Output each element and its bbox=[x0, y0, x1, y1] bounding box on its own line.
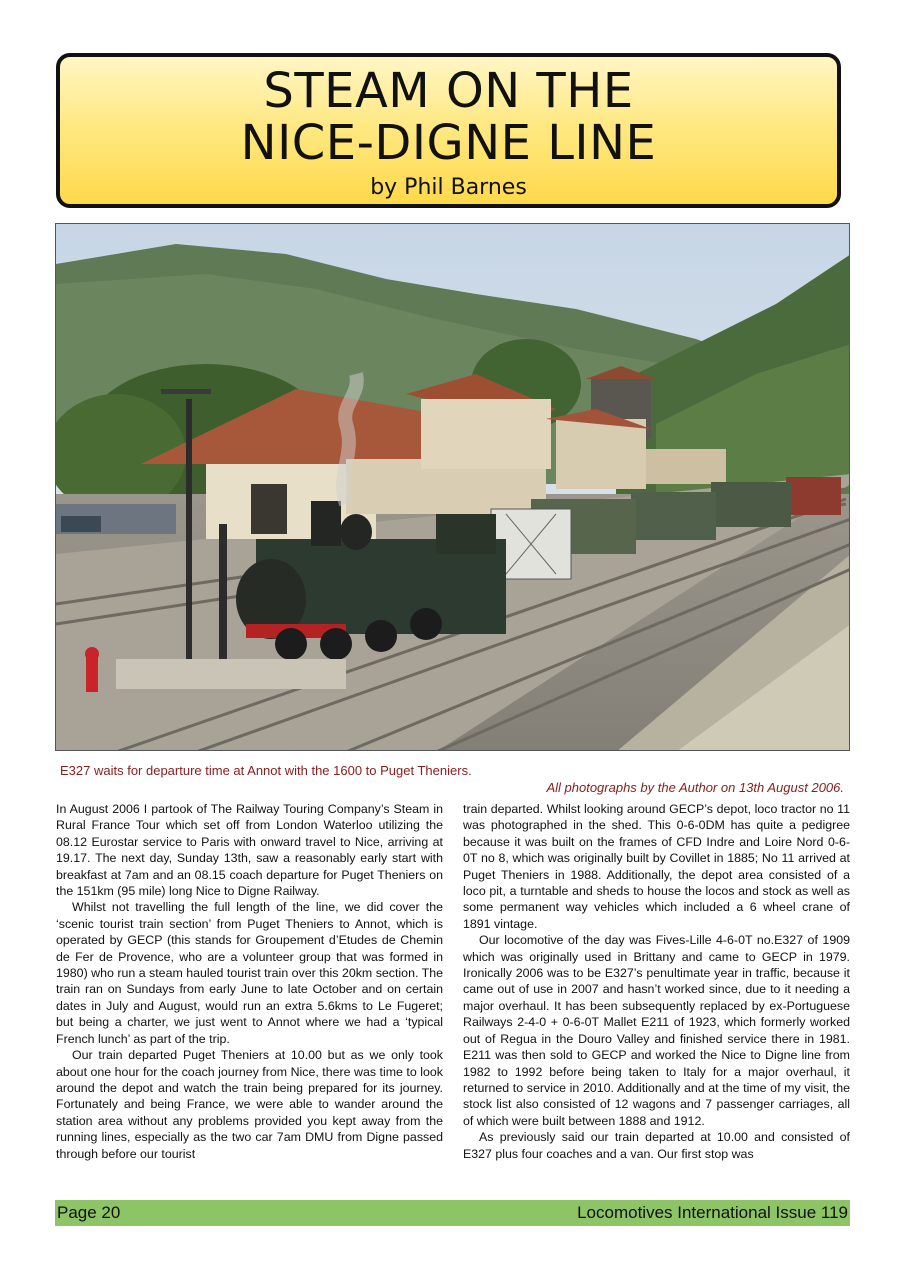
page-number: Page 20 bbox=[57, 1203, 121, 1222]
article-byline: by Phil Barnes bbox=[370, 175, 527, 200]
article-title-line-1: STEAM ON THE bbox=[263, 63, 634, 119]
article-paragraph: Our train departed Puget Theniers at 10.00 but as we only took about one hour for the coach journey from Nice, there was time to look around the depot and watch the train being prepared for its journey. Fortunately and being France, we were able to wander around the station area without any problems provided you kept away from the running lines, especially as the two car 7am DMU from Digne passed through before our tourist bbox=[56, 1048, 443, 1161]
photo-caption: E327 waits for departure time at Annot with the 1600 to Puget Theniers. bbox=[60, 763, 472, 778]
article-column-right bbox=[463, 801, 850, 1162]
article-paragraph: As previously said our train departed at 10.00 and consisted of E327 plus four coaches and a van. Our first stop was bbox=[463, 1130, 850, 1161]
title-banner bbox=[56, 53, 841, 208]
page-footer bbox=[55, 1200, 850, 1226]
article-paragraph: train departed. Whilst looking around GECP’s depot, loco tractor no 11 was photographed in the shed. This 0-6-0DM has quite a pedigree because it was built on the frames of CFD Indre and Loire Nord 0-6-0T no 8, which was originally built by Covillet in 1885; No 11 arrived at Puget Theniers in 1988. Additionally, the depot area consisted of a loco pit, a turntable and sheds to house the locos and stock as well as some permanent way vehicles which included a 6 wheel crane of 1891 vintage. bbox=[463, 802, 850, 931]
photo-credit: All photographs by the Author on 13th August 2006. bbox=[546, 780, 844, 795]
magazine-issue: Locomotives International Issue 119 bbox=[577, 1203, 848, 1222]
article-photo bbox=[55, 223, 850, 751]
article-title-line-2: NICE-DIGNE LINE bbox=[240, 115, 657, 171]
article-paragraph: Whilst not travelling the full length of the line, we did cover the ‘scenic tourist train section’ from Puget Theniers to Annot, which is operated by GECP (this stands for Groupement d’Etudes de Chemin de Fer de Provence, who are a volunteer group that was formed in 1980) who run a steam hauled tourist train over this 20km section. The train ran on Sundays from early June to late October and on certain dates in July and August, would run an extra 5.6kms to Le Fugeret; but being a charter, we just went to Annot where we had a ‘typical French lunch’ as part of the trip. bbox=[56, 900, 443, 1046]
article-paragraph: Our locomotive of the day was Fives-Lille 4-6-0T no.E327 of 1909 which was originally used in Brittany and came to GECP in 1979. Ironically 2006 was to be E327’s penultimate year in traffic, because it came out of use in 2007 and hasn’t worked since, due to it needing a major overhaul. It has been subsequently replaced by ex-Portuguese Railways 2-4-0 + 0-6-0T Mallet E211 of 1923, which formerly worked out of Regua in the Douro Valley and finished service there in 1981. E211 was then sold to GECP and worked the Nice to Digne line from 1982 to 1992 before being taken to Italy for a major overhaul, it returned to service in 2010. Additionally and at the time of my visit, the stock list also consisted of 12 wagons and 7 passenger carriages, all of which were built between 1888 and 1912. bbox=[463, 933, 850, 1128]
article-paragraph: In August 2006 I partook of The Railway Touring Company’s Steam in Rural France Tour which set off from London Waterloo utilizing the 08.12 Eurostar service to Paris with onward travel to Nice, arriving at 19.17. The next day, Sunday 13th, saw a reasonably early start with breakfast at 7am and an 08.15 coach departure for Puget Theniers on the 151km (95 mile) long Nice to Digne Railway. bbox=[56, 802, 443, 899]
article-column-left bbox=[56, 801, 443, 1162]
